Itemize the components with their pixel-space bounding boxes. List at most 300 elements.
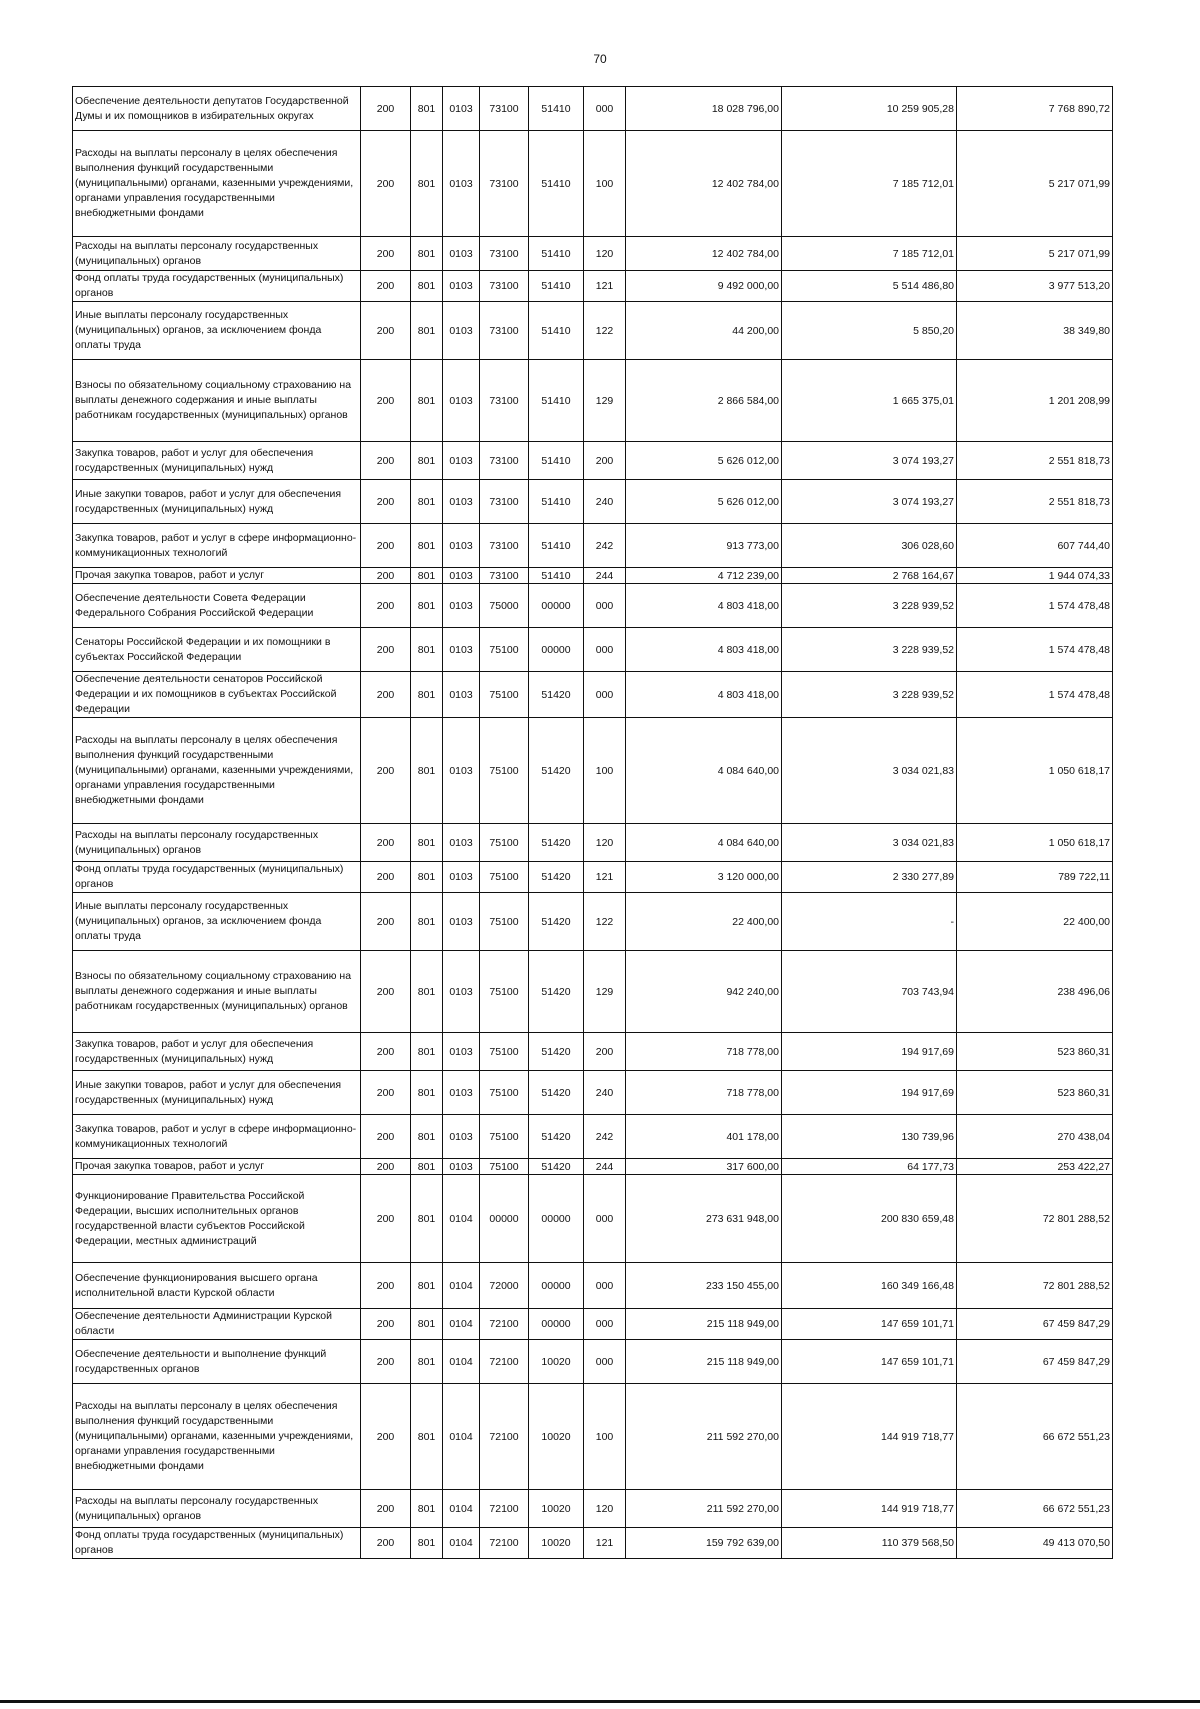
direction-code: 00000 xyxy=(529,1309,584,1340)
subsection-code: 801 xyxy=(411,360,443,442)
direction-code: 10020 xyxy=(529,1528,584,1559)
direction-code: 51420 xyxy=(529,718,584,824)
program-code: 72100 xyxy=(480,1340,529,1384)
table-row xyxy=(73,672,1113,718)
section-code: 0103 xyxy=(443,131,480,237)
admin-code: 200 xyxy=(361,1071,411,1115)
program-code: 75100 xyxy=(480,862,529,893)
direction-code: 51420 xyxy=(529,672,584,718)
expense-type-code: 121 xyxy=(584,862,626,893)
expense-type-code: 122 xyxy=(584,893,626,951)
remainder-amount: 66 672 551,23 xyxy=(957,1384,1113,1490)
section-code: 0103 xyxy=(443,237,480,271)
remainder-amount: 67 459 847,29 xyxy=(957,1340,1113,1384)
row-name: Сенаторы Российской Федерации и их помощники в субъектах Российской Федерации xyxy=(73,628,361,672)
expense-type-code: 000 xyxy=(584,1263,626,1309)
section-code: 0103 xyxy=(443,584,480,628)
admin-code: 200 xyxy=(361,1384,411,1490)
expense-type-code: 000 xyxy=(584,1340,626,1384)
admin-code: 200 xyxy=(361,1159,411,1175)
row-name: Обеспечение деятельности сенаторов Российской Федерации и их помощников в субъектах Российской Федерации xyxy=(73,672,361,718)
executed-amount: 194 917,69 xyxy=(782,1033,957,1071)
expense-type-code: 242 xyxy=(584,524,626,568)
direction-code: 51420 xyxy=(529,824,584,862)
subsection-code: 801 xyxy=(411,1528,443,1559)
approved-amount: 9 492 000,00 xyxy=(626,271,782,302)
direction-code: 00000 xyxy=(529,628,584,672)
section-code: 0103 xyxy=(443,442,480,480)
program-code: 75000 xyxy=(480,584,529,628)
expense-type-code: 100 xyxy=(584,1384,626,1490)
program-code: 00000 xyxy=(480,1175,529,1263)
executed-amount: 194 917,69 xyxy=(782,1071,957,1115)
executed-amount: 703 743,94 xyxy=(782,951,957,1033)
bottom-rule xyxy=(0,1700,1200,1703)
section-code: 0103 xyxy=(443,893,480,951)
expense-type-code: 000 xyxy=(584,1175,626,1263)
direction-code: 51420 xyxy=(529,951,584,1033)
program-code: 75100 xyxy=(480,893,529,951)
section-code: 0103 xyxy=(443,480,480,524)
remainder-amount: 1 050 618,17 xyxy=(957,718,1113,824)
program-code: 75100 xyxy=(480,1033,529,1071)
remainder-amount: 72 801 288,52 xyxy=(957,1263,1113,1309)
section-code: 0103 xyxy=(443,628,480,672)
expense-type-code: 120 xyxy=(584,237,626,271)
direction-code: 51410 xyxy=(529,237,584,271)
remainder-amount: 1 574 478,48 xyxy=(957,584,1113,628)
remainder-amount: 7 768 890,72 xyxy=(957,87,1113,131)
program-code: 73100 xyxy=(480,524,529,568)
approved-amount: 4 084 640,00 xyxy=(626,824,782,862)
approved-amount: 44 200,00 xyxy=(626,302,782,360)
expense-type-code: 121 xyxy=(584,271,626,302)
row-name: Обеспечение функционирования высшего органа исполнительной власти Курской области xyxy=(73,1263,361,1309)
table-row xyxy=(73,1309,1113,1340)
approved-amount: 4 803 418,00 xyxy=(626,584,782,628)
executed-amount: 10 259 905,28 xyxy=(782,87,957,131)
row-name: Обеспечение деятельности Совета Федерации Федерального Собрания Российской Федерации xyxy=(73,584,361,628)
admin-code: 200 xyxy=(361,1340,411,1384)
table-row xyxy=(73,480,1113,524)
admin-code: 200 xyxy=(361,951,411,1033)
subsection-code: 801 xyxy=(411,480,443,524)
approved-amount: 4 803 418,00 xyxy=(626,672,782,718)
remainder-amount: 789 722,11 xyxy=(957,862,1113,893)
subsection-code: 801 xyxy=(411,718,443,824)
subsection-code: 801 xyxy=(411,442,443,480)
section-code: 0104 xyxy=(443,1490,480,1528)
executed-amount: 144 919 718,77 xyxy=(782,1384,957,1490)
direction-code: 51420 xyxy=(529,1159,584,1175)
subsection-code: 801 xyxy=(411,584,443,628)
subsection-code: 801 xyxy=(411,628,443,672)
executed-amount: 3 074 193,27 xyxy=(782,442,957,480)
table-row xyxy=(73,628,1113,672)
remainder-amount: 1 201 208,99 xyxy=(957,360,1113,442)
approved-amount: 5 626 012,00 xyxy=(626,480,782,524)
executed-amount: 3 228 939,52 xyxy=(782,672,957,718)
executed-amount: 5 514 486,80 xyxy=(782,271,957,302)
program-code: 72100 xyxy=(480,1528,529,1559)
admin-code: 200 xyxy=(361,480,411,524)
program-code: 73100 xyxy=(480,302,529,360)
program-code: 72000 xyxy=(480,1263,529,1309)
remainder-amount: 2 551 818,73 xyxy=(957,442,1113,480)
direction-code: 51420 xyxy=(529,1033,584,1071)
direction-code: 51410 xyxy=(529,131,584,237)
approved-amount: 159 792 639,00 xyxy=(626,1528,782,1559)
expense-type-code: 129 xyxy=(584,951,626,1033)
program-code: 75100 xyxy=(480,1159,529,1175)
row-name: Функционирование Правительства Российской Федерации, высших исполнительных органов государственной власти субъектов Российской Федерации, местных администраций xyxy=(73,1175,361,1263)
section-code: 0104 xyxy=(443,1263,480,1309)
row-name: Расходы на выплаты персоналу государственных (муниципальных) органов xyxy=(73,824,361,862)
expense-type-code: 000 xyxy=(584,87,626,131)
direction-code: 51420 xyxy=(529,1115,584,1159)
subsection-code: 801 xyxy=(411,271,443,302)
executed-amount: 144 919 718,77 xyxy=(782,1490,957,1528)
table-row xyxy=(73,237,1113,271)
table-body xyxy=(73,87,1113,1559)
table-row xyxy=(73,568,1113,584)
approved-amount: 942 240,00 xyxy=(626,951,782,1033)
table-row xyxy=(73,1115,1113,1159)
direction-code: 10020 xyxy=(529,1490,584,1528)
remainder-amount: 66 672 551,23 xyxy=(957,1490,1113,1528)
approved-amount: 401 178,00 xyxy=(626,1115,782,1159)
expense-type-code: 122 xyxy=(584,302,626,360)
program-code: 75100 xyxy=(480,824,529,862)
direction-code: 10020 xyxy=(529,1340,584,1384)
table-row xyxy=(73,271,1113,302)
executed-amount: 147 659 101,71 xyxy=(782,1309,957,1340)
table-row xyxy=(73,1384,1113,1490)
row-name: Обеспечение деятельности Администрации Курской области xyxy=(73,1309,361,1340)
table-row xyxy=(73,862,1113,893)
admin-code: 200 xyxy=(361,628,411,672)
row-name: Взносы по обязательному социальному страхованию на выплаты денежного содержания и иные выплаты работникам государственных (муниципальных) органов xyxy=(73,360,361,442)
admin-code: 200 xyxy=(361,718,411,824)
subsection-code: 801 xyxy=(411,302,443,360)
admin-code: 200 xyxy=(361,1309,411,1340)
approved-amount: 718 778,00 xyxy=(626,1033,782,1071)
remainder-amount: 238 496,06 xyxy=(957,951,1113,1033)
row-name: Обеспечение деятельности депутатов Государственной Думы и их помощников в избирательных округах xyxy=(73,87,361,131)
admin-code: 200 xyxy=(361,584,411,628)
approved-amount: 2 866 584,00 xyxy=(626,360,782,442)
subsection-code: 801 xyxy=(411,131,443,237)
executed-amount: 110 379 568,50 xyxy=(782,1528,957,1559)
section-code: 0103 xyxy=(443,271,480,302)
executed-amount: 5 850,20 xyxy=(782,302,957,360)
admin-code: 200 xyxy=(361,237,411,271)
remainder-amount: 523 860,31 xyxy=(957,1033,1113,1071)
table-row xyxy=(73,360,1113,442)
table-row xyxy=(73,1071,1113,1115)
row-name: Расходы на выплаты персоналу в целях обеспечения выполнения функций государственными (муниципальными) органами, казенными учреждениями, органами управления государственными внебюджетными фондами xyxy=(73,131,361,237)
table-row xyxy=(73,1340,1113,1384)
table-row xyxy=(73,131,1113,237)
subsection-code: 801 xyxy=(411,1159,443,1175)
program-code: 73100 xyxy=(480,442,529,480)
admin-code: 200 xyxy=(361,1115,411,1159)
direction-code: 51410 xyxy=(529,271,584,302)
executed-amount: 7 185 712,01 xyxy=(782,131,957,237)
subsection-code: 801 xyxy=(411,1033,443,1071)
row-name: Фонд оплаты труда государственных (муниципальных) органов xyxy=(73,271,361,302)
executed-amount: 130 739,96 xyxy=(782,1115,957,1159)
subsection-code: 801 xyxy=(411,568,443,584)
subsection-code: 801 xyxy=(411,1384,443,1490)
row-name: Закупка товаров, работ и услуг в сфере информационно-коммуникационных технологий xyxy=(73,524,361,568)
approved-amount: 913 773,00 xyxy=(626,524,782,568)
subsection-code: 801 xyxy=(411,1263,443,1309)
executed-amount: 306 028,60 xyxy=(782,524,957,568)
table-row xyxy=(73,718,1113,824)
section-code: 0103 xyxy=(443,360,480,442)
row-name: Закупка товаров, работ и услуг для обеспечения государственных (муниципальных) нужд xyxy=(73,1033,361,1071)
executed-amount: 7 185 712,01 xyxy=(782,237,957,271)
table-row xyxy=(73,524,1113,568)
remainder-amount: 49 413 070,50 xyxy=(957,1528,1113,1559)
admin-code: 200 xyxy=(361,1490,411,1528)
approved-amount: 4 084 640,00 xyxy=(626,718,782,824)
executed-amount: 2 768 164,67 xyxy=(782,568,957,584)
approved-amount: 4 803 418,00 xyxy=(626,628,782,672)
program-code: 75100 xyxy=(480,1071,529,1115)
table-row xyxy=(73,893,1113,951)
direction-code: 51420 xyxy=(529,893,584,951)
section-code: 0103 xyxy=(443,1071,480,1115)
row-name: Фонд оплаты труда государственных (муниципальных) органов xyxy=(73,1528,361,1559)
expense-type-code: 200 xyxy=(584,1033,626,1071)
budget-table xyxy=(72,86,1113,1559)
table-row xyxy=(73,87,1113,131)
section-code: 0104 xyxy=(443,1384,480,1490)
admin-code: 200 xyxy=(361,1175,411,1263)
subsection-code: 801 xyxy=(411,237,443,271)
subsection-code: 801 xyxy=(411,672,443,718)
row-name: Расходы на выплаты персоналу государственных (муниципальных) органов xyxy=(73,1490,361,1528)
approved-amount: 12 402 784,00 xyxy=(626,237,782,271)
table-row xyxy=(73,1263,1113,1309)
expense-type-code: 244 xyxy=(584,1159,626,1175)
section-code: 0104 xyxy=(443,1309,480,1340)
table-row xyxy=(73,1175,1113,1263)
remainder-amount: 1 944 074,33 xyxy=(957,568,1113,584)
remainder-amount: 5 217 071,99 xyxy=(957,237,1113,271)
row-name: Фонд оплаты труда государственных (муниципальных) органов xyxy=(73,862,361,893)
direction-code: 00000 xyxy=(529,584,584,628)
section-code: 0104 xyxy=(443,1528,480,1559)
program-code: 72100 xyxy=(480,1490,529,1528)
executed-amount: 147 659 101,71 xyxy=(782,1340,957,1384)
executed-amount: 64 177,73 xyxy=(782,1159,957,1175)
executed-amount: 2 330 277,89 xyxy=(782,862,957,893)
remainder-amount: 72 801 288,52 xyxy=(957,1175,1113,1263)
subsection-code: 801 xyxy=(411,1490,443,1528)
table-row xyxy=(73,1528,1113,1559)
row-name: Обеспечение деятельности и выполнение функций государственных органов xyxy=(73,1340,361,1384)
subsection-code: 801 xyxy=(411,1115,443,1159)
approved-amount: 211 592 270,00 xyxy=(626,1384,782,1490)
admin-code: 200 xyxy=(361,271,411,302)
approved-amount: 233 150 455,00 xyxy=(626,1263,782,1309)
section-code: 0103 xyxy=(443,718,480,824)
table-row xyxy=(73,824,1113,862)
executed-amount: 3 228 939,52 xyxy=(782,628,957,672)
expense-type-code: 242 xyxy=(584,1115,626,1159)
remainder-amount: 523 860,31 xyxy=(957,1071,1113,1115)
table-row xyxy=(73,1490,1113,1528)
admin-code: 200 xyxy=(361,302,411,360)
row-name: Закупка товаров, работ и услуг для обеспечения государственных (муниципальных) нужд xyxy=(73,442,361,480)
direction-code: 51410 xyxy=(529,524,584,568)
expense-type-code: 244 xyxy=(584,568,626,584)
remainder-amount: 38 349,80 xyxy=(957,302,1113,360)
admin-code: 200 xyxy=(361,1263,411,1309)
program-code: 73100 xyxy=(480,568,529,584)
table-row xyxy=(73,442,1113,480)
expense-type-code: 000 xyxy=(584,672,626,718)
admin-code: 200 xyxy=(361,824,411,862)
program-code: 73100 xyxy=(480,87,529,131)
admin-code: 200 xyxy=(361,524,411,568)
executed-amount: 3 228 939,52 xyxy=(782,584,957,628)
table-row xyxy=(73,584,1113,628)
section-code: 0103 xyxy=(443,1033,480,1071)
direction-code: 10020 xyxy=(529,1384,584,1490)
program-code: 75100 xyxy=(480,718,529,824)
program-code: 72100 xyxy=(480,1384,529,1490)
admin-code: 200 xyxy=(361,1033,411,1071)
executed-amount: - xyxy=(782,893,957,951)
expense-type-code: 121 xyxy=(584,1528,626,1559)
approved-amount: 5 626 012,00 xyxy=(626,442,782,480)
direction-code: 51410 xyxy=(529,302,584,360)
direction-code: 51410 xyxy=(529,87,584,131)
admin-code: 200 xyxy=(361,87,411,131)
table-row xyxy=(73,951,1113,1033)
subsection-code: 801 xyxy=(411,893,443,951)
page-number: 70 xyxy=(593,52,607,66)
executed-amount: 3 034 021,83 xyxy=(782,718,957,824)
approved-amount: 718 778,00 xyxy=(626,1071,782,1115)
program-code: 73100 xyxy=(480,237,529,271)
expense-type-code: 120 xyxy=(584,1490,626,1528)
remainder-amount: 1 574 478,48 xyxy=(957,672,1113,718)
remainder-amount: 22 400,00 xyxy=(957,893,1113,951)
executed-amount: 3 074 193,27 xyxy=(782,480,957,524)
remainder-amount: 1 574 478,48 xyxy=(957,628,1113,672)
expense-type-code: 000 xyxy=(584,628,626,672)
program-code: 73100 xyxy=(480,271,529,302)
section-code: 0103 xyxy=(443,524,480,568)
admin-code: 200 xyxy=(361,442,411,480)
section-code: 0103 xyxy=(443,824,480,862)
approved-amount: 215 118 949,00 xyxy=(626,1340,782,1384)
section-code: 0103 xyxy=(443,568,480,584)
subsection-code: 801 xyxy=(411,1309,443,1340)
row-name: Расходы на выплаты персоналу в целях обеспечения выполнения функций государственными (муниципальными) органами, казенными учреждениями, органами управления государственными внебюджетными фондами xyxy=(73,1384,361,1490)
row-name: Иные закупки товаров, работ и услуг для обеспечения государственных (муниципальных) нужд xyxy=(73,480,361,524)
remainder-amount: 1 050 618,17 xyxy=(957,824,1113,862)
direction-code: 51420 xyxy=(529,1071,584,1115)
approved-amount: 4 712 239,00 xyxy=(626,568,782,584)
section-code: 0103 xyxy=(443,951,480,1033)
executed-amount: 3 034 021,83 xyxy=(782,824,957,862)
row-name: Иные выплаты персоналу государственных (муниципальных) органов, за исключением фонда оплаты труда xyxy=(73,893,361,951)
direction-code: 51410 xyxy=(529,360,584,442)
row-name: Иные выплаты персоналу государственных (муниципальных) органов, за исключением фонда оплаты труда xyxy=(73,302,361,360)
expense-type-code: 100 xyxy=(584,131,626,237)
subsection-code: 801 xyxy=(411,862,443,893)
table-row xyxy=(73,302,1113,360)
expense-type-code: 200 xyxy=(584,442,626,480)
expense-type-code: 000 xyxy=(584,584,626,628)
direction-code: 51410 xyxy=(529,480,584,524)
direction-code: 51410 xyxy=(529,442,584,480)
admin-code: 200 xyxy=(361,672,411,718)
direction-code: 51420 xyxy=(529,862,584,893)
section-code: 0103 xyxy=(443,672,480,718)
subsection-code: 801 xyxy=(411,87,443,131)
admin-code: 200 xyxy=(361,862,411,893)
expense-type-code: 240 xyxy=(584,480,626,524)
approved-amount: 211 592 270,00 xyxy=(626,1490,782,1528)
expense-type-code: 129 xyxy=(584,360,626,442)
remainder-amount: 253 422,27 xyxy=(957,1159,1113,1175)
expense-type-code: 100 xyxy=(584,718,626,824)
expense-type-code: 000 xyxy=(584,1309,626,1340)
table-row xyxy=(73,1033,1113,1071)
approved-amount: 3 120 000,00 xyxy=(626,862,782,893)
executed-amount: 1 665 375,01 xyxy=(782,360,957,442)
subsection-code: 801 xyxy=(411,1340,443,1384)
direction-code: 00000 xyxy=(529,1175,584,1263)
approved-amount: 273 631 948,00 xyxy=(626,1175,782,1263)
program-code: 75100 xyxy=(480,1115,529,1159)
row-name: Взносы по обязательному социальному страхованию на выплаты денежного содержания и иные выплаты работникам государственных (муниципальных) органов xyxy=(73,951,361,1033)
section-code: 0104 xyxy=(443,1340,480,1384)
row-name: Закупка товаров, работ и услуг в сфере информационно-коммуникационных технологий xyxy=(73,1115,361,1159)
row-name: Расходы на выплаты персоналу государственных (муниципальных) органов xyxy=(73,237,361,271)
row-name: Расходы на выплаты персоналу в целях обеспечения выполнения функций государственными (муниципальными) органами, казенными учреждениями, органами управления государственными внебюджетными фондами xyxy=(73,718,361,824)
remainder-amount: 5 217 071,99 xyxy=(957,131,1113,237)
program-code: 73100 xyxy=(480,131,529,237)
table-row xyxy=(73,1159,1113,1175)
program-code: 75100 xyxy=(480,628,529,672)
program-code: 73100 xyxy=(480,480,529,524)
approved-amount: 215 118 949,00 xyxy=(626,1309,782,1340)
section-code: 0103 xyxy=(443,1115,480,1159)
section-code: 0104 xyxy=(443,1175,480,1263)
approved-amount: 12 402 784,00 xyxy=(626,131,782,237)
section-code: 0103 xyxy=(443,302,480,360)
executed-amount: 160 349 166,48 xyxy=(782,1263,957,1309)
expense-type-code: 240 xyxy=(584,1071,626,1115)
executed-amount: 200 830 659,48 xyxy=(782,1175,957,1263)
admin-code: 200 xyxy=(361,131,411,237)
admin-code: 200 xyxy=(361,360,411,442)
approved-amount: 317 600,00 xyxy=(626,1159,782,1175)
row-name: Прочая закупка товаров, работ и услуг xyxy=(73,568,361,584)
section-code: 0103 xyxy=(443,1159,480,1175)
admin-code: 200 xyxy=(361,1528,411,1559)
section-code: 0103 xyxy=(443,862,480,893)
remainder-amount: 67 459 847,29 xyxy=(957,1309,1113,1340)
